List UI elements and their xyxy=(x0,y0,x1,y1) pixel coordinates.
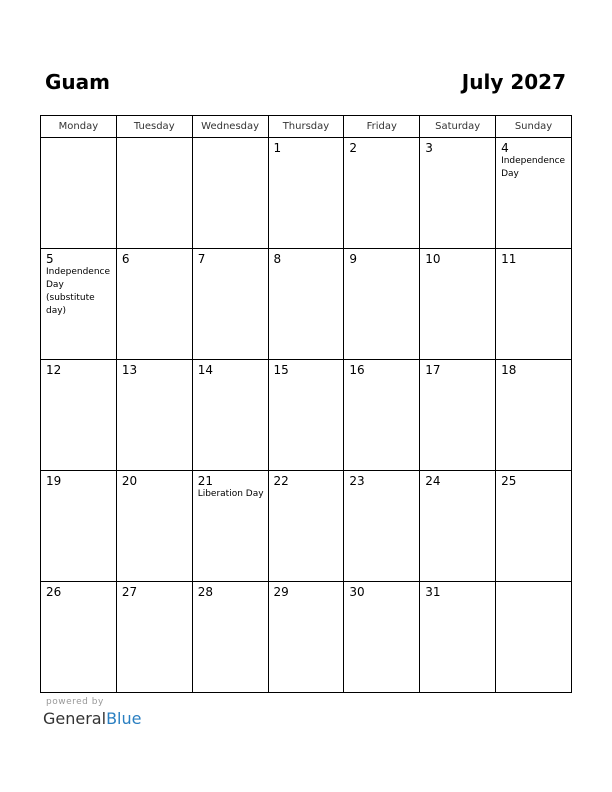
day-number: 15 xyxy=(273,363,289,377)
day-cell xyxy=(496,471,572,582)
day-number: 27 xyxy=(121,585,138,599)
month-title: July 2027 xyxy=(461,70,566,94)
week-row xyxy=(41,360,572,471)
day-number: 22 xyxy=(273,474,289,488)
brand-blue: Blue xyxy=(106,709,142,728)
week-row xyxy=(41,582,572,693)
day-number: 4 xyxy=(501,141,509,155)
day-number: 3 xyxy=(425,141,433,155)
day-number: 28 xyxy=(197,585,213,599)
day-number: 23 xyxy=(349,474,365,488)
weekday-header: Wednesday xyxy=(192,116,268,138)
day-cell xyxy=(116,249,192,360)
weekday-header: Tuesday xyxy=(116,116,192,138)
day-cell xyxy=(268,360,344,471)
day-number: 16 xyxy=(349,363,365,377)
day-cell xyxy=(344,138,420,249)
weekday-header: Saturday xyxy=(420,116,496,138)
weekday-header: Thursday xyxy=(268,116,344,138)
weekday-header-row xyxy=(41,116,572,138)
day-number: 7 xyxy=(197,252,206,266)
day-cell xyxy=(41,138,117,249)
day-cell xyxy=(268,471,344,582)
day-cell xyxy=(420,582,496,693)
day-cell xyxy=(116,471,192,582)
day-number: 6 xyxy=(121,252,130,266)
day-cell xyxy=(41,249,117,360)
day-number: 2 xyxy=(349,141,358,155)
day-number: 19 xyxy=(46,474,62,488)
brand-general: General xyxy=(43,709,107,728)
day-number: 20 xyxy=(121,474,138,488)
day-cell xyxy=(116,582,192,693)
day-cell xyxy=(192,360,268,471)
week-row xyxy=(41,471,572,582)
day-number: 13 xyxy=(121,363,138,377)
day-cell xyxy=(116,138,192,249)
day-number: 12 xyxy=(46,363,62,377)
day-number: 1 xyxy=(273,141,282,155)
weekday-header: Monday xyxy=(41,116,117,138)
day-cell xyxy=(420,249,496,360)
day-number: 25 xyxy=(501,474,517,488)
day-cell xyxy=(192,582,268,693)
day-number: 26 xyxy=(46,585,62,599)
day-number: 10 xyxy=(425,252,441,266)
day-cell xyxy=(41,360,117,471)
week-row xyxy=(41,138,572,249)
day-cell xyxy=(496,360,572,471)
week-row xyxy=(41,249,572,360)
day-cell xyxy=(268,138,344,249)
day-number: 5 xyxy=(46,252,54,266)
day-number: 11 xyxy=(501,252,517,266)
day-number: 9 xyxy=(349,252,358,266)
day-number: 31 xyxy=(425,585,441,599)
holiday-label: Liberation Day xyxy=(197,489,264,499)
day-cell xyxy=(496,582,572,693)
day-cell xyxy=(496,138,572,249)
day-cell xyxy=(192,138,268,249)
day-number: 17 xyxy=(425,363,441,377)
day-number: 30 xyxy=(349,585,365,599)
region-title: Guam xyxy=(45,70,110,94)
day-cell xyxy=(420,471,496,582)
day-cell xyxy=(41,582,117,693)
day-cell xyxy=(344,360,420,471)
holiday-label: Independence Day (substitute day) xyxy=(46,267,111,316)
day-cell xyxy=(192,249,268,360)
day-number: 21 xyxy=(197,474,213,488)
day-number: 29 xyxy=(273,585,289,599)
day-cell xyxy=(344,471,420,582)
day-number: 8 xyxy=(273,252,282,266)
day-number: 24 xyxy=(425,474,441,488)
day-cell xyxy=(344,582,420,693)
day-cell xyxy=(268,249,344,360)
day-cell xyxy=(41,471,117,582)
day-cell xyxy=(192,471,268,582)
day-cell xyxy=(344,249,420,360)
calendar-grid xyxy=(40,115,572,693)
day-cell xyxy=(420,360,496,471)
brand-logo xyxy=(43,709,141,728)
holiday-label: Independence Day xyxy=(501,156,566,179)
day-cell xyxy=(420,138,496,249)
powered-by-label: powered by xyxy=(46,697,104,707)
day-cell xyxy=(268,582,344,693)
weekday-header: Friday xyxy=(344,116,420,138)
day-cell xyxy=(116,360,192,471)
day-cell xyxy=(496,249,572,360)
weekday-header: Sunday xyxy=(496,116,572,138)
day-number: 18 xyxy=(501,363,517,377)
day-number: 14 xyxy=(197,363,213,377)
